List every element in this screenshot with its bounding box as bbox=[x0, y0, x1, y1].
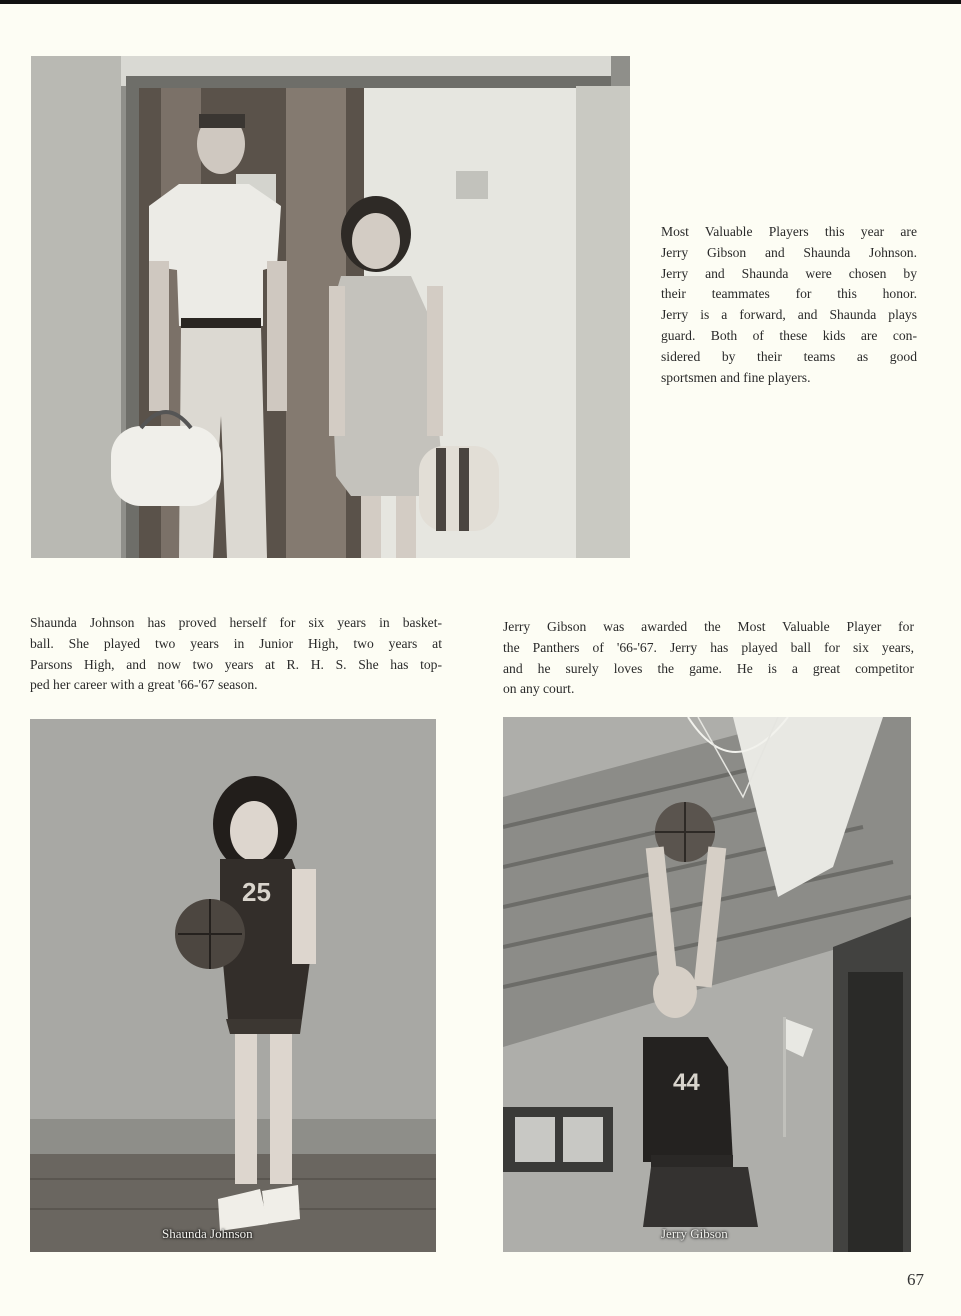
jerry-photo bbox=[503, 717, 911, 1252]
shaunda-name-label: Shaunda Johnson bbox=[162, 1226, 253, 1241]
caption-line: Jerry is a forward, and Shaunda plays bbox=[661, 307, 917, 323]
mvp-pair-photo bbox=[31, 56, 630, 558]
caption-line: Shaunda Johnson has proved herself for six years in basket- bbox=[30, 615, 442, 630]
caption-line: Most Valuable Players this year are bbox=[661, 224, 917, 239]
caption-line: sportsmen and fine players. bbox=[661, 369, 811, 385]
caption-line: ball. She played two years in Junior High, two years at bbox=[30, 635, 442, 651]
caption-line: their teammates for this honor. bbox=[661, 286, 917, 302]
shaunda-photo bbox=[30, 719, 436, 1252]
jerry-caption bbox=[503, 617, 914, 700]
caption-line: sidered by their teams as good bbox=[661, 348, 917, 364]
caption-line: Jerry Gibson and Shaunda Johnson. bbox=[661, 244, 917, 260]
caption-line: Jerry Gibson was awarded the Most Valuable Player for bbox=[503, 619, 914, 634]
shaunda-jersey-number: 25 bbox=[242, 877, 271, 907]
mvp-caption bbox=[661, 222, 917, 388]
caption-line: and he surely loves the game. He is a great competitor bbox=[503, 660, 914, 676]
jerry-jersey-number: 44 bbox=[673, 1069, 700, 1096]
caption-line: ped her career with a great '66-'67 season. bbox=[30, 677, 258, 693]
caption-line: on any court. bbox=[503, 681, 575, 697]
caption-line: Jerry and Shaunda were chosen by bbox=[661, 265, 917, 281]
caption-line: guard. Both of these kids are con- bbox=[661, 327, 917, 343]
caption-line: the Panthers of '66-'67. Jerry has played ball for six years, bbox=[503, 639, 914, 655]
page-number: 67 bbox=[907, 1270, 924, 1289]
shaunda-caption bbox=[30, 613, 442, 696]
caption-line: Parsons High, and now two years at R. H. S. She has top- bbox=[30, 656, 442, 672]
jerry-name-label: Jerry Gibson bbox=[661, 1226, 728, 1241]
